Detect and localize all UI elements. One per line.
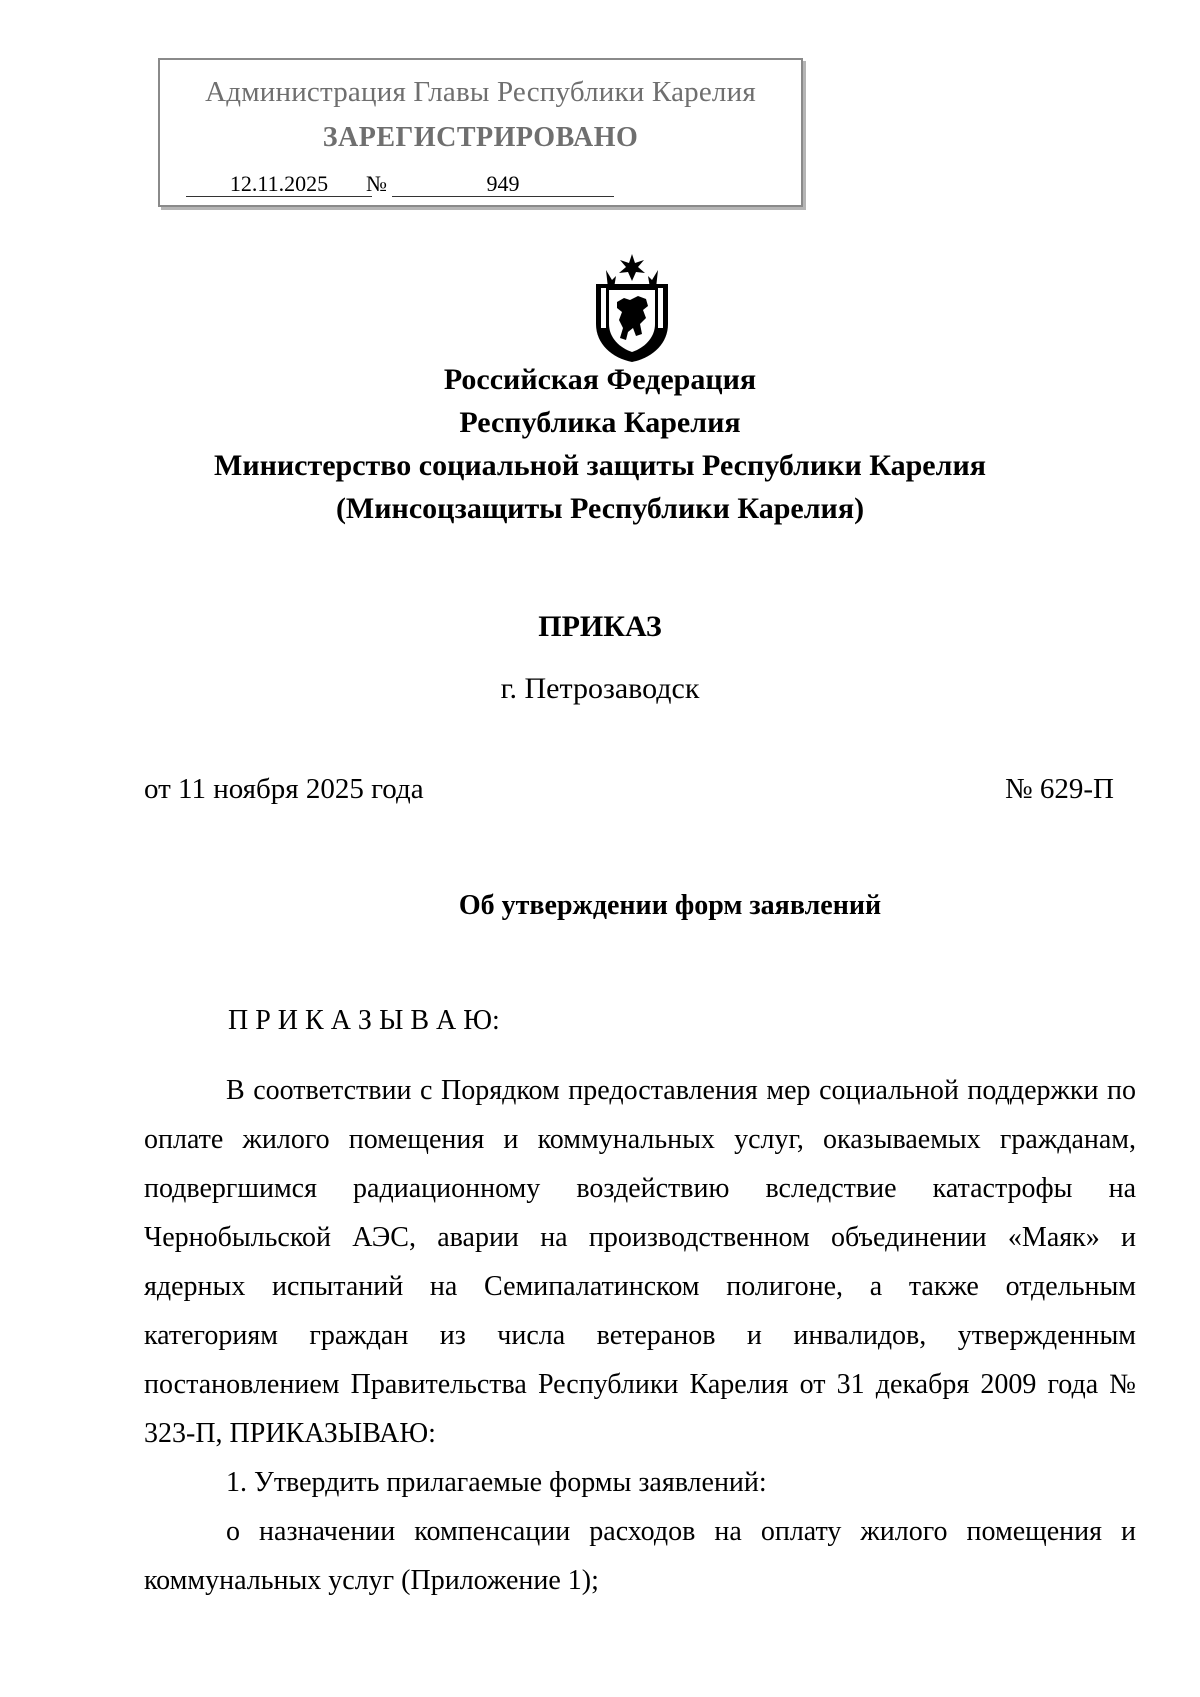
- heading-ministry: Министерство социальной защиты Республики Карелия: [214, 449, 986, 482]
- heading-ministry-short: (Минсоцзащиты Республики Карелия): [335, 492, 865, 525]
- paragraph-form-1: о назначении компенсации расходов на оплату жилого помещения и коммунальных услуг (Приложение 1);: [144, 1516, 1136, 1596]
- heading-federation: Российская Федерация: [443, 363, 757, 396]
- paragraph-item-1: 1. Утвердить прилагаемые формы заявлений:: [226, 1467, 767, 1498]
- karelia-coat-of-arms-icon: [586, 254, 678, 364]
- document-number: № 629-П: [1004, 773, 1114, 805]
- stamp-number-label: №: [366, 171, 387, 196]
- document-city: г. Петрозаводск: [500, 672, 700, 705]
- stamp-status: ЗАРЕГИСТРИРОВАНО: [322, 122, 639, 153]
- registration-stamp: [158, 58, 803, 207]
- stamp-date: 12.11.2025: [186, 170, 372, 197]
- heading-republic: Республика Карелия: [459, 406, 741, 439]
- document-date: от 11 ноября 2025 года: [144, 773, 424, 805]
- document-type: ПРИКАЗ: [538, 610, 662, 643]
- stamp-organization: Администрация Главы Республики Карелия: [205, 76, 756, 108]
- order-word: П Р И К А З Ы В А Ю:: [228, 1005, 500, 1036]
- paragraph-basis: В соответствии с Порядком предоставления мер социальной поддержки по оплате жилого помещения и коммунальных услуг, оказываемых гражданам, подвергшимся радиационному воздействию вследствие катастрофы на Чернобыльской АЭС, аварии на производственном объединении «Маяк» и ядерных испытаний на Семипалатинском полигоне, а также отдельным категориям граждан из числа ветеранов и инвалидов, утвержденным постановлением Правительства Республики Карелия от 31 декабря 2009 года № 323-П, ПРИКАЗЫВАЮ:: [144, 1075, 1136, 1449]
- stamp-number: 949: [392, 170, 614, 197]
- document-subject: Об утверждении форм заявлений: [458, 890, 882, 921]
